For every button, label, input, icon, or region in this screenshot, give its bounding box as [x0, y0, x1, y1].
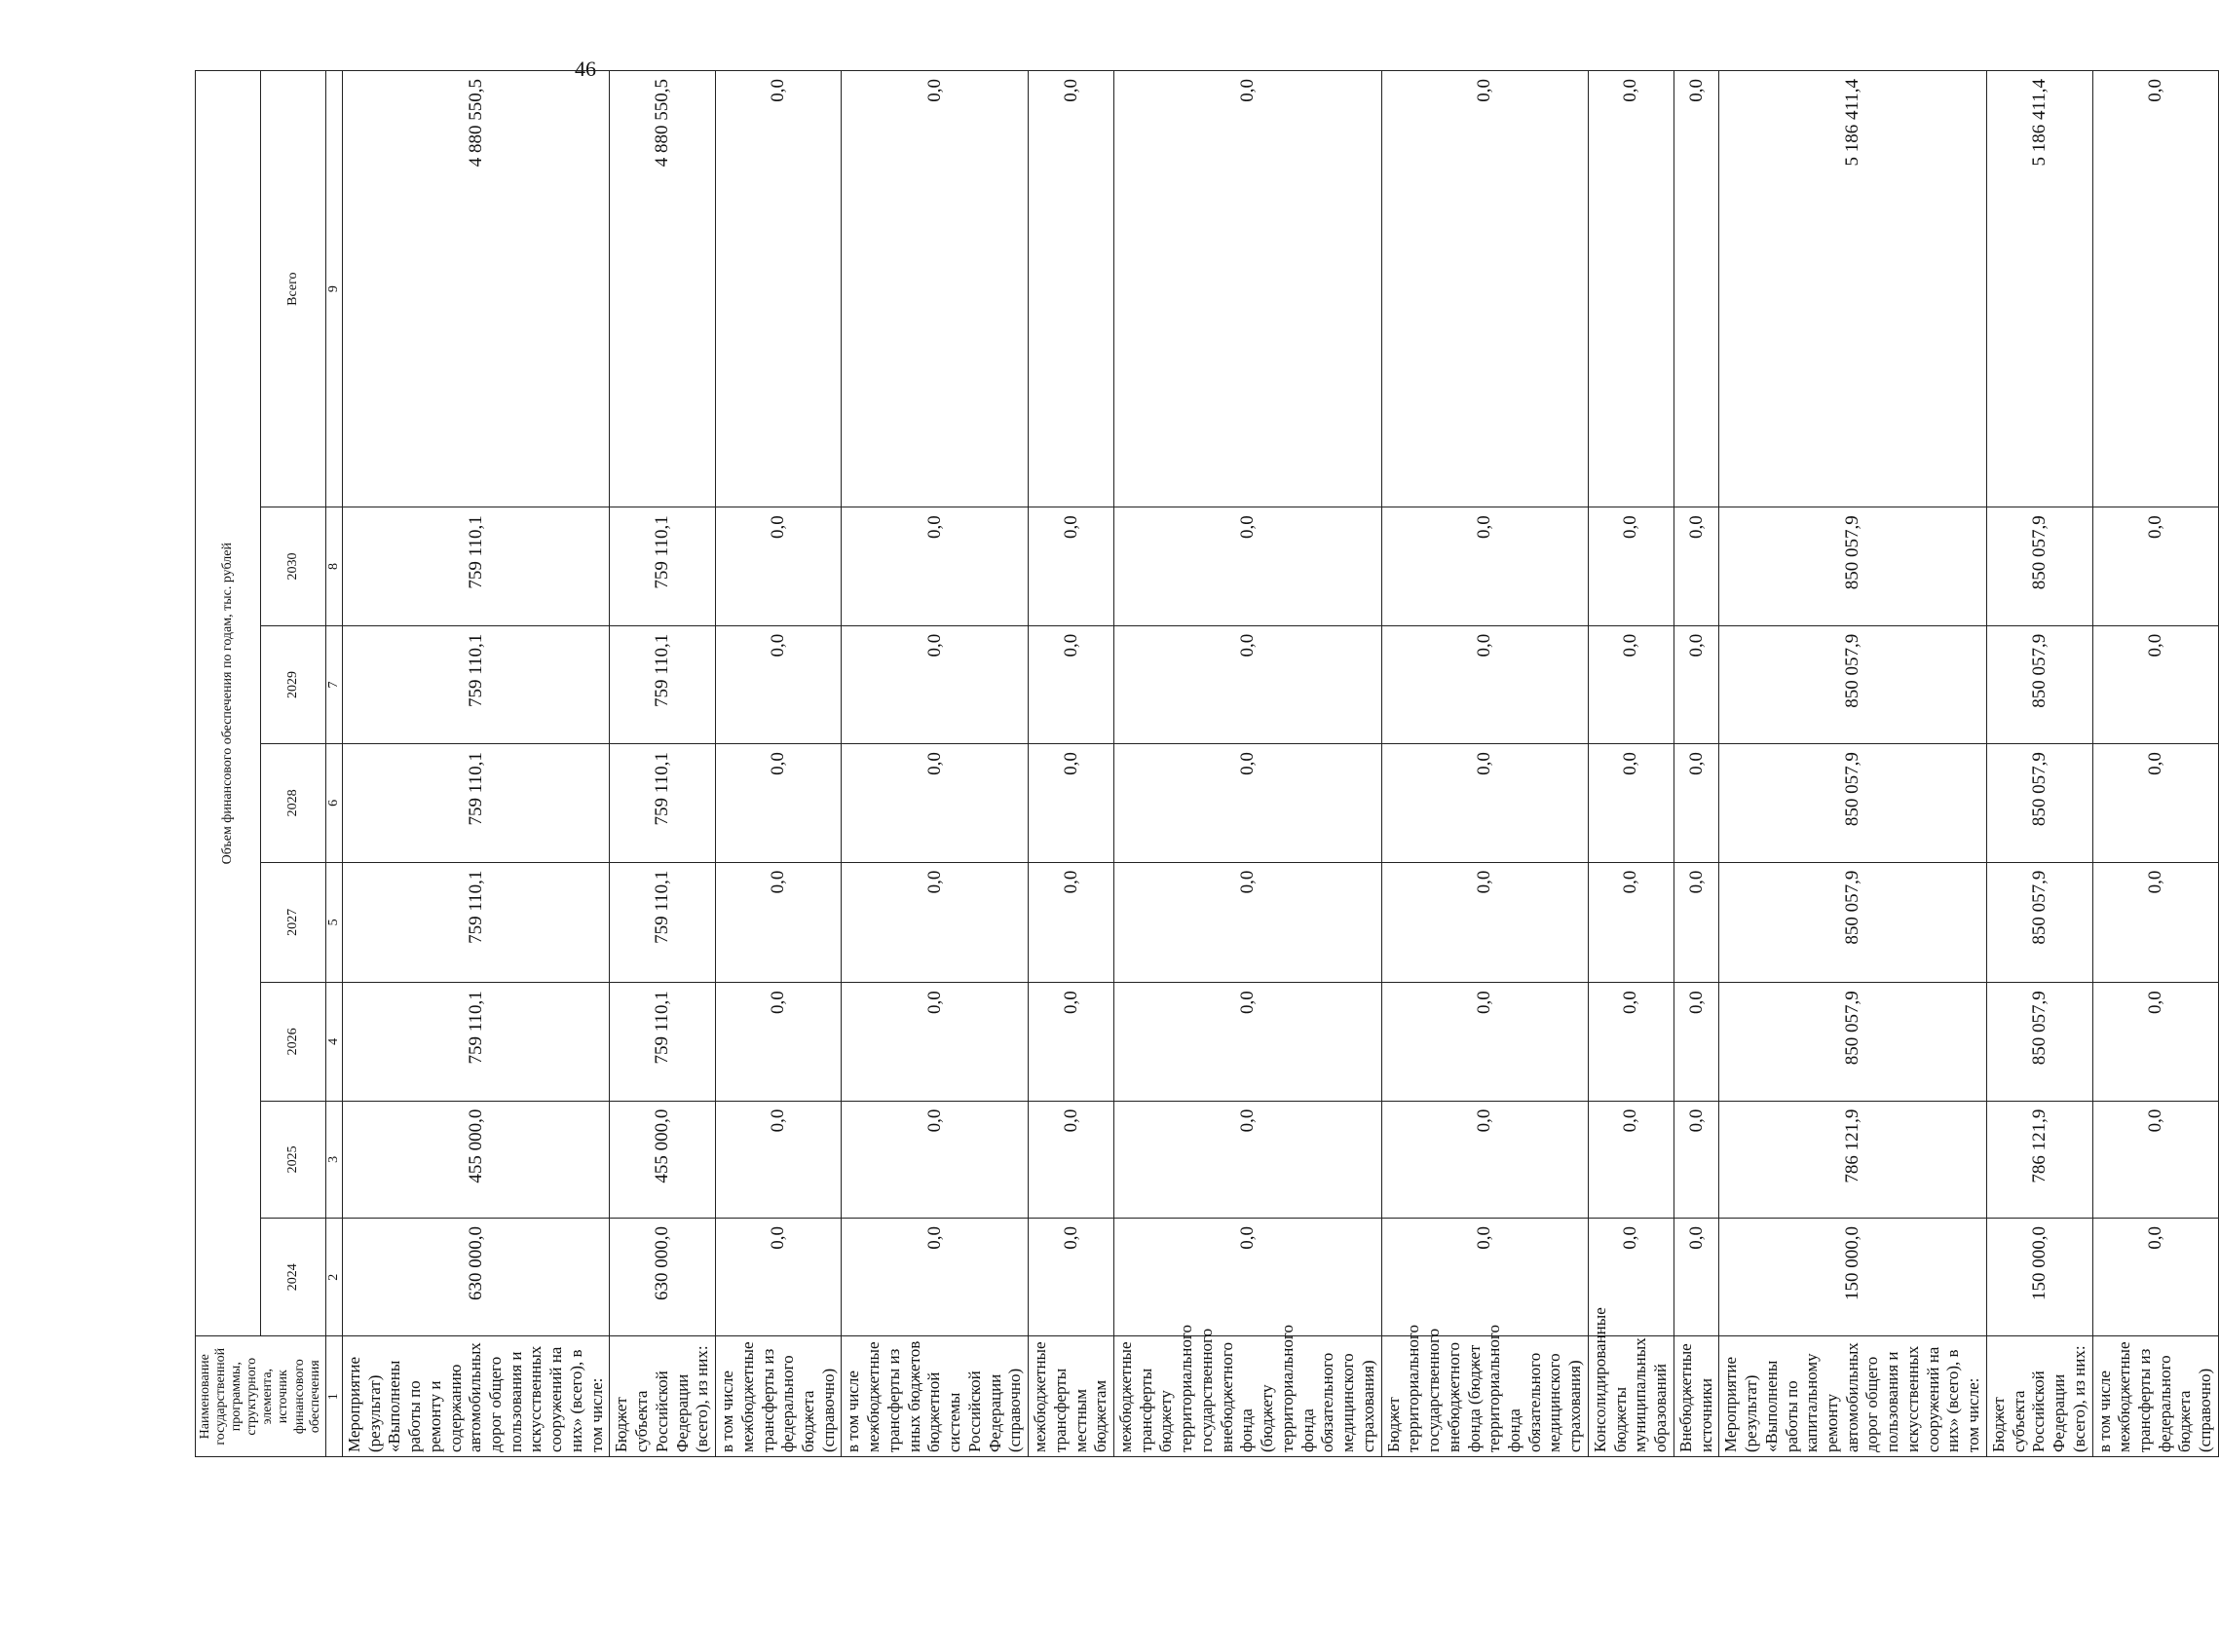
value-cell: 0,0: [1029, 744, 1114, 862]
value-cell: 0,0: [1588, 862, 1674, 983]
value-cell: 0,0: [1381, 862, 1588, 983]
table-row: [1674, 71, 1718, 1457]
value-cell: 0,0: [842, 507, 1029, 625]
value-cell: 0,0: [1588, 744, 1674, 862]
value-cell: 0,0: [716, 71, 842, 507]
value-cell: 0,0: [1381, 744, 1588, 862]
value-cell: 0,0: [1381, 983, 1588, 1101]
value-cell: 0,0: [1029, 983, 1114, 1101]
column-number: 2: [325, 1218, 342, 1335]
column-number: 1: [325, 1336, 342, 1457]
value-cell: 0,0: [1114, 71, 1382, 507]
value-cell: 850 057,9: [1719, 625, 1987, 743]
table-row: [1381, 71, 1588, 1457]
value-cell: 0,0: [1029, 71, 1114, 507]
row-label: Внебюджетные источники: [1674, 1336, 1718, 1457]
value-cell: 0,0: [2092, 862, 2218, 983]
value-cell: 0,0: [1029, 1218, 1114, 1335]
value-cell: 0,0: [842, 625, 1029, 743]
year-header: 2026: [260, 983, 325, 1101]
value-cell: 0,0: [2092, 507, 2218, 625]
column-number: 6: [325, 744, 342, 862]
value-cell: 5 186 411,4: [1986, 71, 2092, 507]
row-label: Консолидированные бюджеты муниципальных образований: [1588, 1336, 1674, 1457]
value-cell: 0,0: [1588, 1101, 1674, 1218]
value-cell: 0,0: [1381, 507, 1588, 625]
value-cell: 0,0: [1381, 71, 1588, 507]
value-cell: 786 121,9: [1719, 1101, 1987, 1218]
financing-table: [195, 70, 2219, 1457]
value-cell: 0,0: [1029, 1101, 1114, 1218]
value-cell: 0,0: [1674, 744, 1718, 862]
year-header: 2025: [260, 1101, 325, 1218]
value-cell: 0,0: [716, 1101, 842, 1218]
value-cell: 630 000,0: [342, 1218, 610, 1335]
value-cell: 0,0: [1588, 71, 1674, 507]
value-cell: 0,0: [842, 1101, 1029, 1218]
value-cell: 0,0: [1114, 625, 1382, 743]
value-cell: 0,0: [716, 625, 842, 743]
table-row: [842, 71, 1029, 1457]
value-cell: 850 057,9: [1719, 744, 1987, 862]
table-row: [2092, 71, 2218, 1457]
row-label: Бюджет субъекта Российской Федерации (всего), из них:: [610, 1336, 716, 1457]
value-cell: 850 057,9: [1986, 744, 2092, 862]
value-cell: 0,0: [1588, 983, 1674, 1101]
table-header: [196, 71, 343, 1457]
table-row: [1114, 71, 1382, 1457]
year-header: 2027: [260, 862, 325, 983]
table-row: [716, 71, 842, 1457]
value-cell: 0,0: [2092, 983, 2218, 1101]
value-cell: 455 000,0: [342, 1101, 610, 1218]
table-body: [342, 71, 2218, 1457]
value-cell: 0,0: [1114, 507, 1382, 625]
value-cell: 759 110,1: [610, 862, 716, 983]
value-cell: 759 110,1: [610, 507, 716, 625]
value-cell: 0,0: [1381, 1218, 1588, 1335]
value-cell: 0,0: [1674, 71, 1718, 507]
value-cell: 0,0: [2092, 625, 2218, 743]
value-cell: 0,0: [1114, 1218, 1382, 1335]
table-row: [1719, 71, 1987, 1457]
value-cell: 0,0: [1029, 862, 1114, 983]
value-cell: 0,0: [1114, 862, 1382, 983]
value-cell: 0,0: [2092, 71, 2218, 507]
column-number: 3: [325, 1101, 342, 1218]
value-cell: 455 000,0: [610, 1101, 716, 1218]
value-cell: 0,0: [1381, 625, 1588, 743]
table-row: [610, 71, 716, 1457]
value-cell: 150 000,0: [1986, 1218, 2092, 1335]
value-cell: 0,0: [716, 1218, 842, 1335]
row-label: в том числе межбюджетные трансферты из федерального бюджета (справочно): [716, 1336, 842, 1457]
value-cell: 150 000,0: [1719, 1218, 1987, 1335]
value-cell: 0,0: [842, 71, 1029, 507]
year-header: 2028: [260, 744, 325, 862]
value-cell: 759 110,1: [610, 625, 716, 743]
value-cell: 0,0: [842, 983, 1029, 1101]
value-cell: 850 057,9: [1986, 507, 2092, 625]
value-cell: 0,0: [716, 862, 842, 983]
row-label: межбюджетные трансферты бюджету территориального государственного внебюджетного фонда (бюджету территориального фонда обязательного медицинского страхования): [1114, 1336, 1382, 1457]
value-cell: 759 110,1: [342, 862, 610, 983]
table-row: [1029, 71, 1114, 1457]
value-cell: 4 880 550,5: [342, 71, 610, 507]
value-cell: 0,0: [1674, 1218, 1718, 1335]
value-cell: 850 057,9: [1986, 625, 2092, 743]
value-cell: 0,0: [1029, 625, 1114, 743]
value-cell: 0,0: [1588, 507, 1674, 625]
value-cell: 0,0: [842, 1218, 1029, 1335]
value-cell: 0,0: [1588, 625, 1674, 743]
name-column-header: Наименование государственной программы, структурного элемента, источник финансового обеспечения: [196, 1336, 326, 1457]
value-cell: 0,0: [1114, 1101, 1382, 1218]
value-cell: 759 110,1: [610, 983, 716, 1101]
table-row: [1588, 71, 1674, 1457]
value-cell: 0,0: [716, 983, 842, 1101]
value-cell: 0,0: [1674, 507, 1718, 625]
value-cell: 759 110,1: [342, 507, 610, 625]
column-number: 8: [325, 507, 342, 625]
value-cell: 786 121,9: [1986, 1101, 2092, 1218]
row-label: Бюджет территориального государственного внебюджетного фонда (бюджет территориального фонда обязательного медицинского страхования): [1381, 1336, 1588, 1457]
value-cell: 850 057,9: [1719, 862, 1987, 983]
row-label: Мероприятие (результат) «Выполнены работы по ремонту и содержанию автомобильных дорог общего пользования и искусственных сооружений на них» (всего), в том числе:: [342, 1336, 610, 1457]
column-number: 4: [325, 983, 342, 1101]
value-cell: 0,0: [1114, 983, 1382, 1101]
volume-header: Объем финансового обеспечения по годам, тыс. рублей: [196, 71, 261, 1336]
value-cell: 0,0: [1114, 744, 1382, 862]
column-number: 7: [325, 625, 342, 743]
rotated-table-container: [195, 70, 2215, 1457]
value-cell: 759 110,1: [342, 625, 610, 743]
table-row: [1986, 71, 2092, 1457]
row-label: межбюджетные трансферты местным бюджетам: [1029, 1336, 1114, 1457]
value-cell: 0,0: [2092, 1218, 2218, 1335]
value-cell: 0,0: [1674, 983, 1718, 1101]
value-cell: 0,0: [842, 862, 1029, 983]
value-cell: 850 057,9: [1986, 983, 2092, 1101]
value-cell: 4 880 550,5: [610, 71, 716, 507]
value-cell: 0,0: [1381, 1101, 1588, 1218]
table-row: [342, 71, 610, 1457]
year-header: 2029: [260, 625, 325, 743]
value-cell: 759 110,1: [610, 744, 716, 862]
value-cell: 0,0: [1674, 625, 1718, 743]
year-header: 2024: [260, 1218, 325, 1335]
value-cell: 759 110,1: [342, 744, 610, 862]
year-header: Всего: [260, 71, 325, 507]
row-label: в том числе межбюджетные трансферты из иных бюджетов бюджетной системы Российской Федерации (справочно): [842, 1336, 1029, 1457]
value-cell: 850 057,9: [1719, 507, 1987, 625]
value-cell: 759 110,1: [342, 983, 610, 1101]
page-number: 46: [575, 56, 596, 81]
year-header: 2030: [260, 507, 325, 625]
column-number: 9: [325, 71, 342, 507]
value-cell: 630 000,0: [610, 1218, 716, 1335]
value-cell: 850 057,9: [1719, 983, 1987, 1101]
value-cell: 5 186 411,4: [1719, 71, 1987, 507]
value-cell: 0,0: [2092, 1101, 2218, 1218]
row-label: Бюджет субъекта Российской Федерации (всего), из них:: [1986, 1336, 2092, 1457]
value-cell: 0,0: [1674, 1101, 1718, 1218]
value-cell: 0,0: [716, 507, 842, 625]
row-label: в том числе межбюджетные трансферты из федерального бюджета (справочно): [2092, 1336, 2218, 1457]
row-label: Мероприятие (результат) «Выполнены работы по капитальному ремонту автомобильных дорог общего пользования и искусственных сооружений на них» (всего), в том числе:: [1719, 1336, 1987, 1457]
value-cell: 0,0: [716, 744, 842, 862]
value-cell: 0,0: [842, 744, 1029, 862]
value-cell: 0,0: [1588, 1218, 1674, 1335]
value-cell: 0,0: [1029, 507, 1114, 625]
value-cell: 850 057,9: [1986, 862, 2092, 983]
value-cell: 0,0: [1674, 862, 1718, 983]
value-cell: 0,0: [2092, 744, 2218, 862]
column-number: 5: [325, 862, 342, 983]
